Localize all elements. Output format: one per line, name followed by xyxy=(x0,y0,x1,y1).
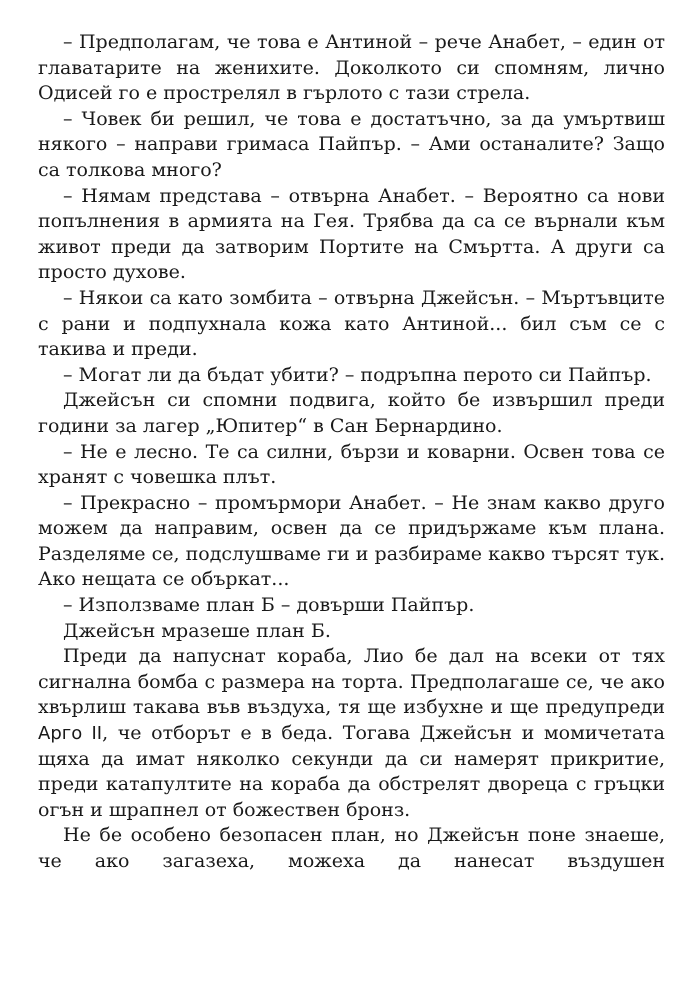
paragraph-text-before: Преди да напуснат кораба, Лио бе дал на всеки от тях сигнална бомба с размера на торта. Предполагаше се, че ако хвърлиш такава във въздуха, тя ще избухне и ще предупреди xyxy=(38,645,665,719)
paragraph: – Човек би решил, че това е достатъчно, за да умъртвиш някого – направи гримаса Пайпър. – Ами останалите? Защо са толкова много? xyxy=(38,107,665,181)
paragraph: Джейсън си спомни подвига, който бе извършил преди години за лагер „Юпитер“ в Сан Бернардино. xyxy=(38,389,665,437)
paragraph: – Някои са като зомбита – отвърна Джейсън. – Мъртъвците с рани и подпухнала кожа като Антиной... бил съм се с такива и преди. xyxy=(38,286,665,361)
paragraph: – Не е лесно. Те са силни, бързи и коварни. Освен това се хранят с човешка плът. xyxy=(38,440,665,489)
paragraph: – Прекрасно – промърмори Анабет. – Не знам какво друго можем да направим, освен да се придържаме към плана. Разделяме се, подслушваме ги и разбираме какво търсят тук. Ако нещата се объркат... xyxy=(38,491,665,591)
paragraph: – Предполагам, че това е Антиной – рече Анабет, – един от главатарите на женихите. Доколкото си спомням, лично Одисей го е прострелял в гърлото с тази стрела. xyxy=(38,31,665,105)
paragraph-continued: Не бе особено безопасен план, но Джейсън поне знаеше, че ако загазеха, можеха да нанесат въздушен xyxy=(38,824,665,872)
page-text xyxy=(38,30,665,875)
ship-name: Арго II xyxy=(38,723,103,745)
paragraph: Джейсън мразеше план Б. xyxy=(63,619,331,642)
paragraph: – Използваме план Б – довърши Пайпър. xyxy=(63,594,475,617)
paragraph-text-after: , че отборът е в беда. Тогава Джейсън и момичетата щяха да имат няколко секунди да си намерят прикритие, преди катапултите на кораба да обстрелят двореца с гръцки огън и шрапнел от божествен бронз. xyxy=(38,722,665,821)
paragraph: – Нямам представа – отвърна Анабет. – Вероятно са нови попълнения в армията на Гея. Трябва да са се върнали към живот преди да затворим Портите на Смъртта. А други са просто духове. xyxy=(38,184,665,284)
paragraph: – Могат ли да бъдат убити? – подръпна перото си Пайпър. xyxy=(63,363,652,386)
paragraph-ship xyxy=(38,644,665,823)
